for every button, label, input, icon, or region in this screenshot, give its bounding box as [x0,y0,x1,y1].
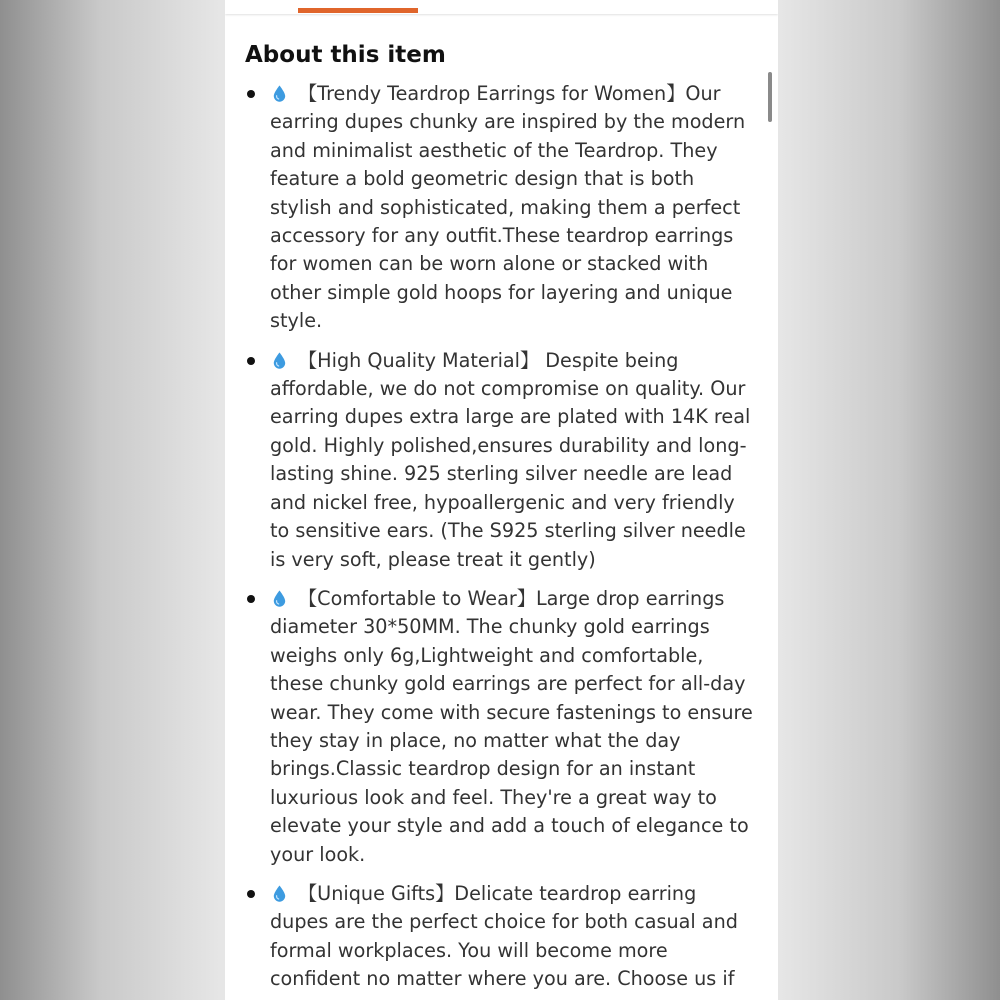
bullet-dot-icon [247,90,255,98]
list-item [245,880,760,994]
droplet-icon [273,885,286,902]
droplet-icon [273,590,286,607]
feature-heading: 【Unique Gifts】 [298,881,455,905]
section-title: About this item [245,42,446,68]
feature-text: Delicate teardrop earring dupes are the perfect choice for both casual and formal workplaces. You will become more confident no matter where you are. Choose us if [270,881,738,991]
list-item [245,347,760,574]
feature-text: Despite being affordable, we do not compromise on quality. Our earring dupes extra large are plated with 14K real gold. Highly polished,ensures durability and long-lasting shine. 925 sterling silver needle are lead and nickel free, hypoallergenic and very friendly to sensitive ears. (The S925 sterling silver needle is very soft, please treat it gently) [270,348,751,571]
feature-heading: 【High Quality Material】 [298,348,540,372]
bullet-dot-icon [247,890,255,898]
about-section [245,38,760,1000]
feature-text: Our earring dupes chunky are inspired by the modern and minimalist aesthetic of the Teardrop. They feature a bold geometric design that is both stylish and sophisticated, making them a perfect accessory for any outfit.These teardrop earrings for women can be worn alone or stacked with other simple gold hoops for layering and unique style. [270,82,746,333]
active-tab-indicator[interactable] [298,8,418,13]
feature-list [245,80,760,994]
list-item [245,80,760,336]
bullet-dot-icon [247,357,255,365]
feature-heading: 【Trendy Teardrop Earrings for Women】 [298,82,686,105]
bullet-dot-icon [247,595,255,603]
feature-text: Large drop earrings diameter 30*50MM. The chunky gold earrings weighs only 6g,Lightweight and comfortable, these chunky gold earrings are perfect for all-day wear. They come with secure fastenings to ensure they stay in place, no matter what the day brings.Classic teardrop design for an instant luxurious look and feel. They're a great way to elevate your style and add a touch of elegance to your look. [270,586,753,866]
droplet-icon [273,85,286,102]
list-item [245,585,760,869]
scrollbar[interactable] [768,72,772,122]
droplet-icon [273,352,286,369]
tab-bar [225,0,778,14]
feature-heading: 【Comfortable to Wear】 [298,586,536,610]
product-page [225,0,778,1000]
